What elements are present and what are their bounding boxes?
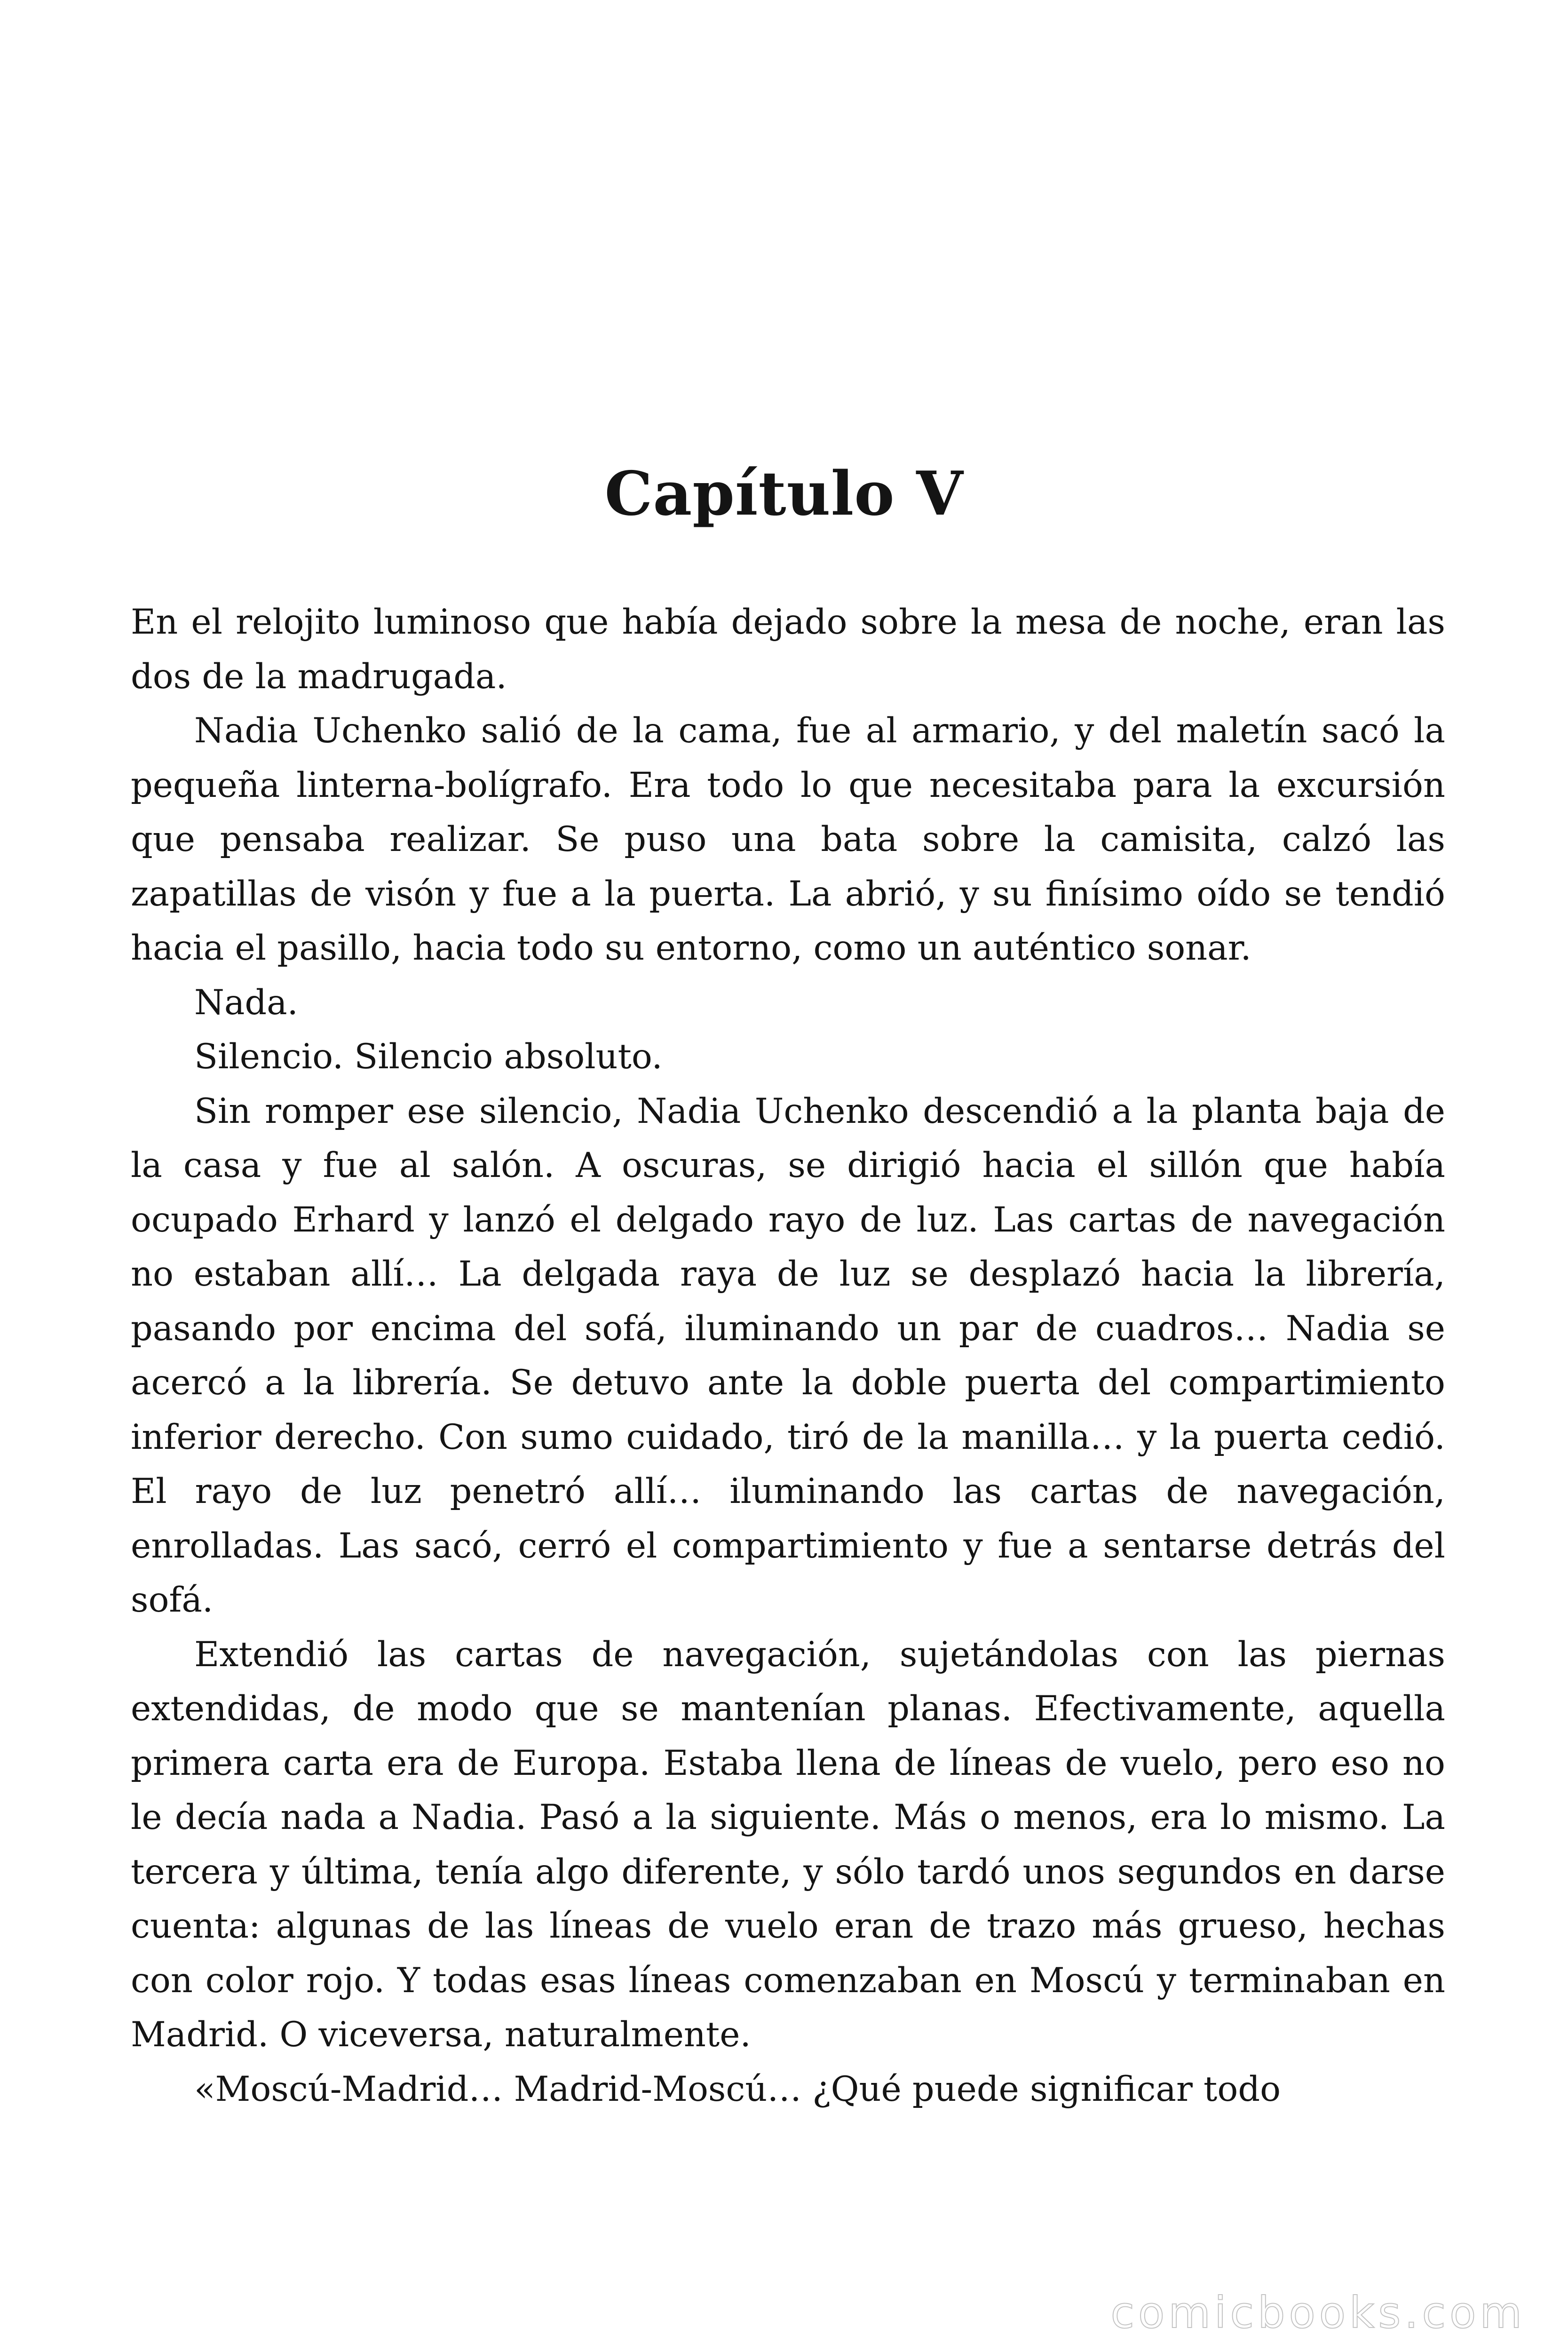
paragraph-7: «Moscú-Madrid… Madrid-Moscú… ¿Qué puede significar todo: [194, 2069, 1281, 2109]
watermark: comicbooks.com: [1110, 2288, 1526, 2338]
paragraph-4: Silencio. Silencio absoluto.: [194, 1037, 663, 1077]
paragraph-3: Nada.: [194, 982, 298, 1023]
paragraph-1: En el relojito luminoso que había dejado sobre la mesa de noche, eran las dos de la madrugada.: [131, 602, 1445, 697]
paragraph-5: Sin romper ese silencio, Nadia Uchenko descendió a la planta baja de la casa y fue al salón. A oscuras, se dirigió hacia el sillón que había ocupado Erhard y lanzó el delgado rayo de luz. Las cartas de navegación no estaban allí… La delgada raya de luz se desplazó hacia la librería, pasando por encima del sofá, iluminando un par de cuadros… Nadia se acercó a la librería. Se detuvo ante la doble puerta del compartimiento inferior derecho. Con sumo cuidado, tiró de la manilla… y la puerta cedió. El rayo de luz penetró allí… iluminando las cartas de navegación, enrolladas. Las sacó, cerró el compartimiento y fue a sentarse detrás del sofá.: [131, 1091, 1445, 1620]
chapter-body: [131, 595, 1445, 2116]
chapter-title: Capítulo V: [604, 459, 964, 529]
paragraph-2: Nadia Uchenko salió de la cama, fue al armario, y del maletín sacó la pequeña linterna-bolígrafo. Era todo lo que necesitaba para la excursión que pensaba realizar. Se puso una bata sobre la camisita, calzó las zapatillas de visón y fue a la puerta. La abrió, y su finísimo oído se tendió hacia el pasillo, hacia todo su entorno, como un auténtico sonar.: [131, 711, 1445, 968]
paragraph-6: Extendió las cartas de navegación, sujetándolas con las piernas extendidas, de modo que se mantenían planas. Efectivamente, aquella primera carta era de Europa. Estaba llena de líneas de vuelo, pero eso no le decía nada a Nadia. Pasó a la siguiente. Más o menos, era lo mismo. La tercera y última, tenía algo diferente, y sólo tardó unos segundos en darse cuenta: algunas de las líneas de vuelo eran de trazo más grueso, hechas con color rojo. Y todas esas líneas comenzaban en Moscú y terminaban en Madrid. O viceversa, naturalmente.: [131, 1634, 1445, 2055]
